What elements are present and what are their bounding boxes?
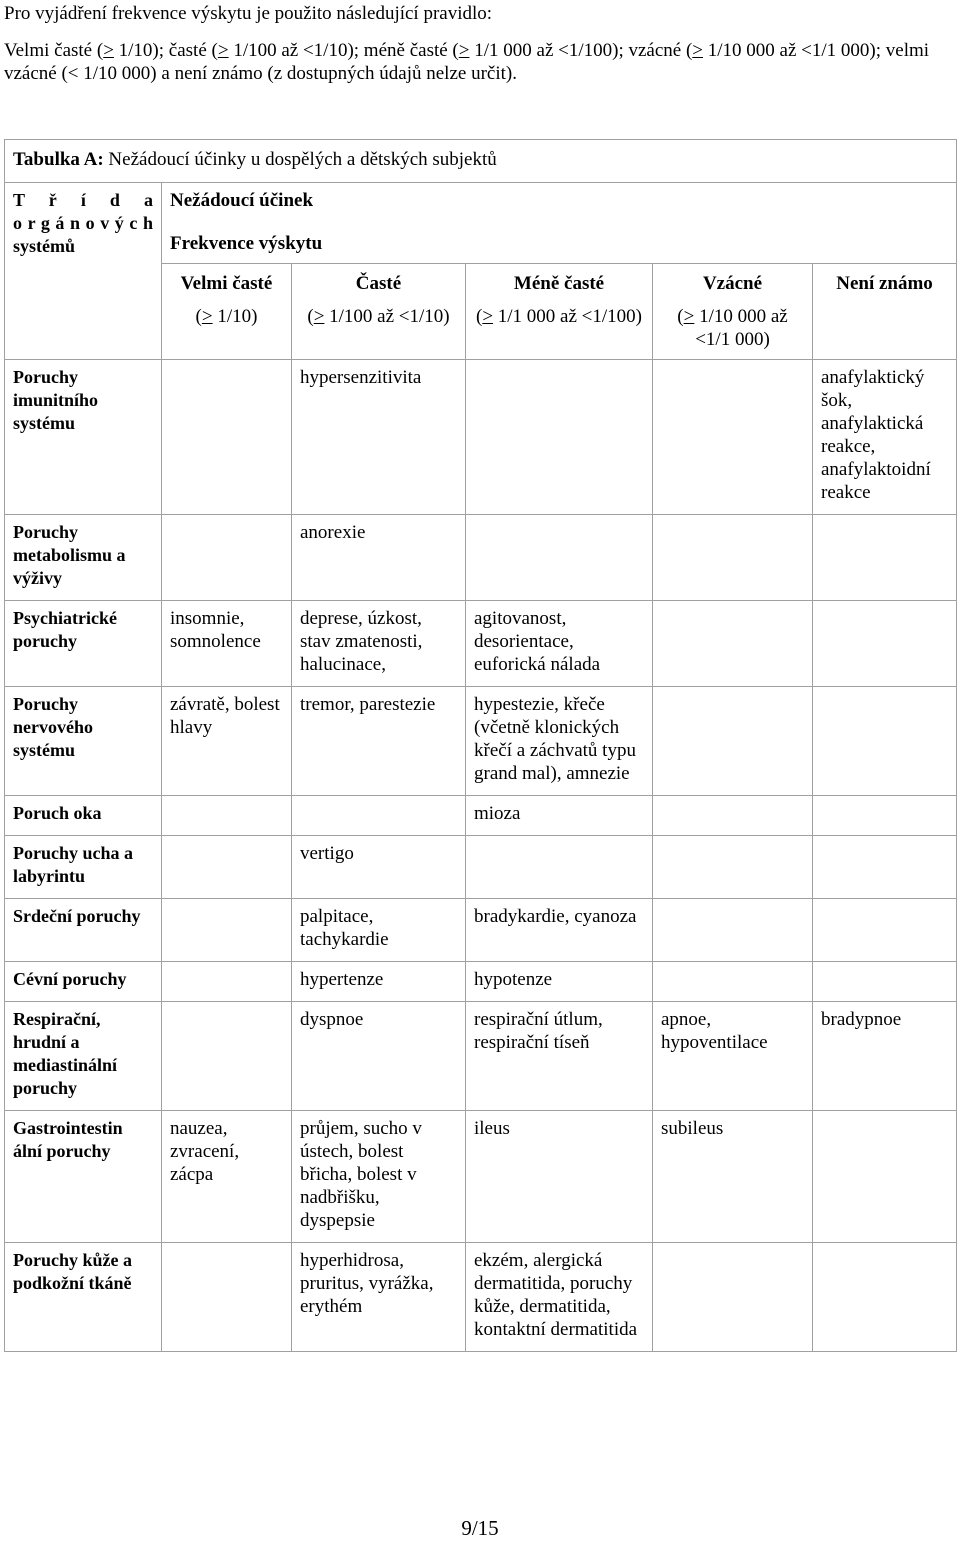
table-row bbox=[5, 601, 957, 687]
soc-cell: Gastrointestin ální poruchy bbox=[5, 1111, 162, 1243]
effect-cell-very-common bbox=[162, 796, 292, 836]
effect-cell-very-common bbox=[162, 1243, 292, 1352]
effect-cell-rare bbox=[653, 836, 813, 899]
effect-cell-uncommon bbox=[466, 836, 653, 899]
effect-cell-unknown bbox=[813, 1243, 957, 1352]
effect-cell-very-common: závratě, bolest hlavy bbox=[162, 687, 292, 796]
frequency-category-3 bbox=[653, 264, 813, 360]
effect-cell-uncommon bbox=[466, 360, 653, 515]
effect-cell-common: anorexie bbox=[292, 515, 466, 601]
table-row bbox=[5, 796, 957, 836]
soc-cell: Poruchy nervového systému bbox=[5, 687, 162, 796]
soc-cell: Cévní poruchy bbox=[5, 962, 162, 1002]
effect-cell-uncommon: ekzém, alergická dermatitida, poruchy kůže, dermatitida, kontaktní dermatitida bbox=[466, 1243, 653, 1352]
effect-cell-unknown bbox=[813, 687, 957, 796]
effect-cell-uncommon: ileus bbox=[466, 1111, 653, 1243]
effect-cell-very-common bbox=[162, 962, 292, 1002]
effect-cell-common bbox=[292, 796, 466, 836]
intro-heading: Pro vyjádření frekvence výskytu je použito následující pravidlo: bbox=[4, 3, 493, 24]
effect-cell-very-common bbox=[162, 899, 292, 962]
table-caption-row bbox=[5, 140, 957, 183]
table-row bbox=[5, 360, 957, 515]
table-row bbox=[5, 962, 957, 1002]
effect-cell-uncommon: mioza bbox=[466, 796, 653, 836]
effect-cell-very-common bbox=[162, 1002, 292, 1111]
effect-cell-very-common bbox=[162, 360, 292, 515]
effect-cell-unknown bbox=[813, 515, 957, 601]
table-header-row bbox=[5, 183, 957, 264]
effect-cell-rare bbox=[653, 962, 813, 1002]
effect-cell-common: palpitace, tachykardie bbox=[292, 899, 466, 962]
effect-cell-rare bbox=[653, 687, 813, 796]
effect-cell-uncommon: hypotenze bbox=[466, 962, 653, 1002]
ae-column-header: Nežádoucí účinek bbox=[170, 190, 314, 211]
frequency-name: Časté bbox=[355, 273, 402, 294]
effect-cell-common: dyspnoe bbox=[292, 1002, 466, 1111]
frequency-range: (> 1/10 000 až <1/1 000) bbox=[677, 306, 788, 350]
soc-cell: Poruch oka bbox=[5, 796, 162, 836]
effect-cell-very-common bbox=[162, 836, 292, 899]
soc-cell: Respirační, hrudní a mediastinální poruchy bbox=[5, 1002, 162, 1111]
frequency-name: Méně časté bbox=[513, 273, 605, 294]
soc-cell: Srdeční poruchy bbox=[5, 899, 162, 962]
effect-cell-common: deprese, úzkost, stav zmatenosti, halucinace, bbox=[292, 601, 466, 687]
effect-cell-unknown bbox=[813, 1111, 957, 1243]
table-row bbox=[5, 1002, 957, 1111]
frequency-range: (> 1/100 až <1/10) bbox=[307, 306, 450, 327]
table-row bbox=[5, 515, 957, 601]
effect-cell-rare bbox=[653, 360, 813, 515]
effect-cell-uncommon: hypestezie, křeče (včetně klonických křečí a záchvatů typu grand mal), amnezie bbox=[466, 687, 653, 796]
effect-cell-common: průjem, sucho v ústech, bolest břicha, bolest v nadbřišku, dyspepsie bbox=[292, 1111, 466, 1243]
effect-cell-common: hypersenzitivita bbox=[292, 360, 466, 515]
frequency-category-2 bbox=[466, 264, 653, 360]
table-row bbox=[5, 899, 957, 962]
effect-cell-common: hyperhidrosa, pruritus, vyrážka, erythém bbox=[292, 1243, 466, 1352]
table-row bbox=[5, 1111, 957, 1243]
frequency-category-1 bbox=[292, 264, 466, 360]
soc-column-header: T ř í d a o r g á n o v ý c h systémů bbox=[5, 183, 162, 360]
effect-cell-rare bbox=[653, 1243, 813, 1352]
effect-cell-unknown bbox=[813, 796, 957, 836]
frequency-range: (> 1/1 000 až <1/100) bbox=[475, 306, 642, 327]
frequency-name: Není známo bbox=[836, 273, 933, 294]
intro-section bbox=[4, 0, 956, 85]
soc-cell: Poruchy metabolismu a výživy bbox=[5, 515, 162, 601]
ae-header-cell bbox=[162, 183, 957, 264]
frequency-name: Velmi časté bbox=[180, 273, 273, 294]
table-row bbox=[5, 836, 957, 899]
effect-cell-unknown bbox=[813, 836, 957, 899]
page-number: 9/15 bbox=[461, 1516, 499, 1540]
effect-cell-unknown bbox=[813, 899, 957, 962]
effect-cell-very-common: nauzea, zvracení, zácpa bbox=[162, 1111, 292, 1243]
effect-cell-rare bbox=[653, 899, 813, 962]
soc-cell: Poruchy ucha a labyrintu bbox=[5, 836, 162, 899]
effect-cell-unknown bbox=[813, 962, 957, 1002]
frequency-range: (> 1/10) bbox=[195, 306, 258, 327]
effect-cell-rare bbox=[653, 601, 813, 687]
effect-cell-very-common bbox=[162, 515, 292, 601]
table-row bbox=[5, 687, 957, 796]
effect-cell-unknown: bradypnoe bbox=[813, 1002, 957, 1111]
frequency-definition-text: Velmi časté (> 1/10); časté (> 1/100 až <1/10); méně časté (> 1/1 000 až <1/100); vzácné (> 1/10 000 až <1/1 000); velmi vzácné (< 1/10 000) a není známo (z dostupných údajů nelze určit). bbox=[4, 40, 930, 84]
effect-cell-very-common: insomnie, somnolence bbox=[162, 601, 292, 687]
effect-cell-uncommon bbox=[466, 515, 653, 601]
soc-cell: Poruchy imunitního systému bbox=[5, 360, 162, 515]
soc-cell: Psychiatrické poruchy bbox=[5, 601, 162, 687]
effect-cell-unknown bbox=[813, 601, 957, 687]
frequency-header: Frekvence výskytu bbox=[170, 233, 323, 254]
frequency-category-0 bbox=[162, 264, 292, 360]
adverse-effects-table bbox=[4, 139, 957, 1352]
effect-cell-unknown: anafylaktický šok, anafylaktická reakce, anafylaktoidní reakce bbox=[813, 360, 957, 515]
effect-cell-rare bbox=[653, 796, 813, 836]
effect-cell-common: tremor, parestezie bbox=[292, 687, 466, 796]
effect-cell-uncommon: bradykardie, cyanoza bbox=[466, 899, 653, 962]
effect-cell-common: vertigo bbox=[292, 836, 466, 899]
effect-cell-rare: subileus bbox=[653, 1111, 813, 1243]
table-row bbox=[5, 1243, 957, 1352]
effect-cell-rare: apnoe, hypoventilace bbox=[653, 1002, 813, 1111]
table-caption bbox=[5, 140, 957, 183]
effect-cell-common: hypertenze bbox=[292, 962, 466, 1002]
effect-cell-uncommon: respirační útlum, respirační tíseň bbox=[466, 1002, 653, 1111]
effect-cell-rare bbox=[653, 515, 813, 601]
frequency-name: Vzácné bbox=[702, 273, 763, 294]
table-caption-text: Nežádoucí účinky u dospělých a dětských subjektů bbox=[103, 149, 497, 170]
soc-cell: Poruchy kůže a podkožní tkáně bbox=[5, 1243, 162, 1352]
effect-cell-uncommon: agitovanost, desorientace, euforická nálada bbox=[466, 601, 653, 687]
table-caption-label: Tabulka A: bbox=[13, 149, 104, 170]
frequency-category-4 bbox=[813, 264, 957, 360]
